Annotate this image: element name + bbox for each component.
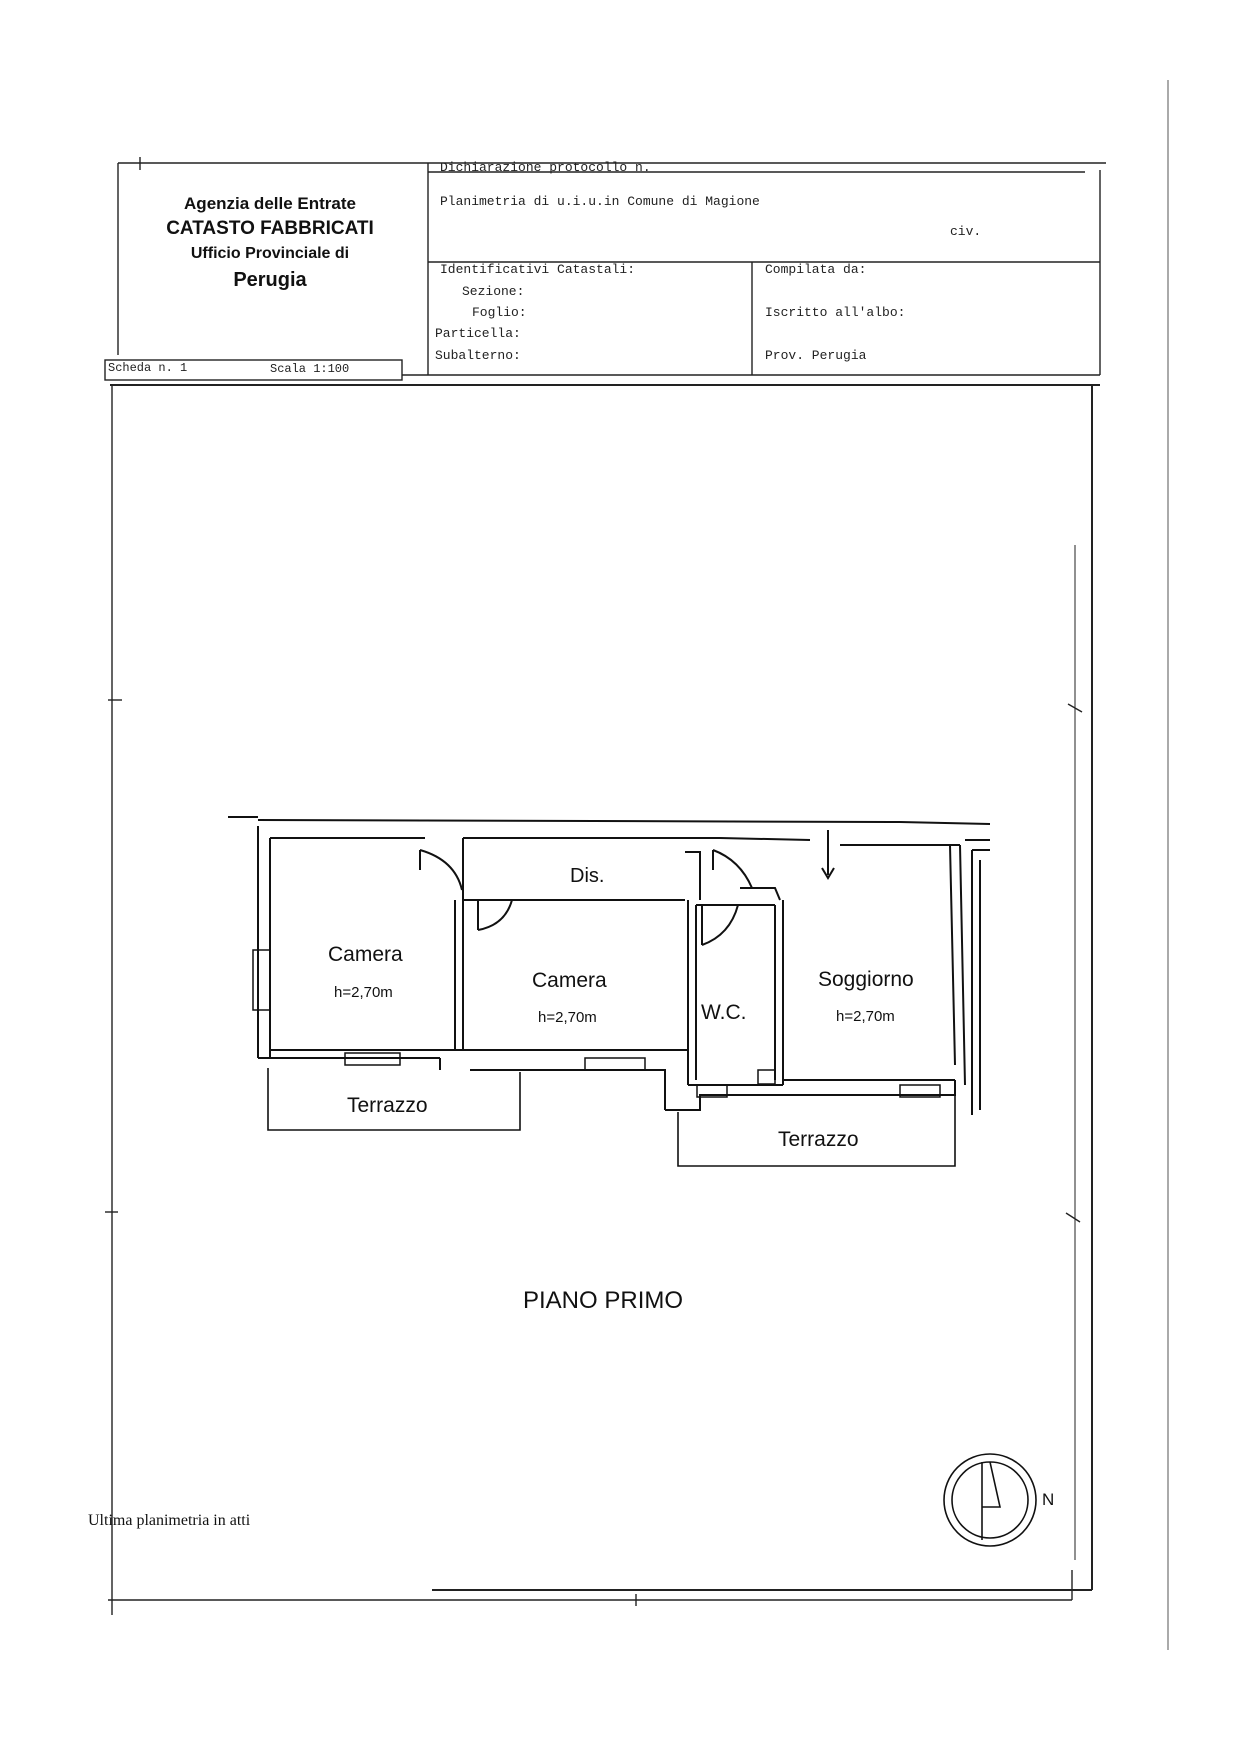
agency-line3: Ufficio Provinciale di	[190, 245, 350, 262]
planimetria-label: Planimetria di u.i.u.in Comune di Magione	[440, 194, 760, 209]
wall-wc-left	[688, 900, 696, 1085]
particella-label: Particella:	[435, 326, 521, 341]
footer-note: Ultima planimetria in atti	[88, 1512, 251, 1529]
room-label-soggiorno: Soggiorno	[818, 968, 914, 991]
room-label-dis: Dis.	[570, 865, 605, 887]
dis-wall-right-2	[740, 888, 780, 900]
agency-line1: Agenzia delle Entrate	[184, 194, 356, 213]
wall-top-inner	[270, 838, 960, 845]
wall-right-outer	[965, 840, 990, 1115]
north-label: N	[1042, 1490, 1055, 1509]
scala-label: Scala 1:100	[270, 362, 350, 376]
agency-block	[120, 192, 420, 294]
wall-top	[228, 817, 990, 824]
foglio-label: Foglio:	[472, 305, 527, 320]
scheda-label: Scheda n. 1	[108, 361, 188, 375]
room-label-terrazzo-2: Terrazzo	[778, 1128, 859, 1151]
door-arc	[713, 850, 752, 888]
door-arc	[478, 900, 512, 930]
wall-bottom-outer	[258, 1058, 665, 1110]
wall-wc-right	[775, 900, 783, 1085]
door-arc	[420, 850, 462, 890]
floor-label: PIANO PRIMO	[523, 1287, 684, 1314]
room-label-camera-1: Camera	[328, 943, 403, 966]
wall-left	[258, 826, 270, 1058]
wall-camera1-right	[455, 900, 463, 1050]
dis-wall-right	[685, 852, 700, 900]
compilata-label: Compilata da:	[765, 262, 867, 277]
agency-line4: Perugia	[233, 269, 307, 291]
window-bottom	[585, 1058, 645, 1070]
room-label-terrazzo-1: Terrazzo	[347, 1094, 428, 1117]
room-label-wc: W.C.	[701, 1001, 747, 1024]
sezione-label: Sezione:	[462, 284, 525, 299]
window-left	[253, 950, 270, 1010]
subalterno-label: Subalterno:	[435, 348, 521, 363]
entrance-arrow-icon	[822, 830, 834, 878]
tick-mark	[1066, 1213, 1080, 1222]
prov-label: Prov. Perugia	[765, 348, 867, 363]
iscritto-label: Iscritto all'albo:	[765, 305, 906, 320]
room-height-camera-1: h=2,70m	[334, 984, 393, 1001]
room-height-soggiorno: h=2,70m	[836, 1008, 895, 1025]
identificativi-title: Identificativi Catastali:	[440, 262, 636, 277]
door-arc	[702, 905, 738, 945]
dichiarazione-label: Dichiarazione protocollo n.	[440, 160, 651, 175]
wall-soggiorno-right	[950, 845, 965, 1085]
agency-line2: CATASTO FABBRICATI	[166, 218, 374, 239]
wc-shaft	[758, 1070, 775, 1084]
north-arrow-icon	[944, 1454, 1036, 1546]
room-height-camera-2: h=2,70m	[538, 1009, 597, 1026]
civ-label: civ.	[950, 224, 982, 239]
room-label-camera-2: Camera	[532, 969, 607, 992]
